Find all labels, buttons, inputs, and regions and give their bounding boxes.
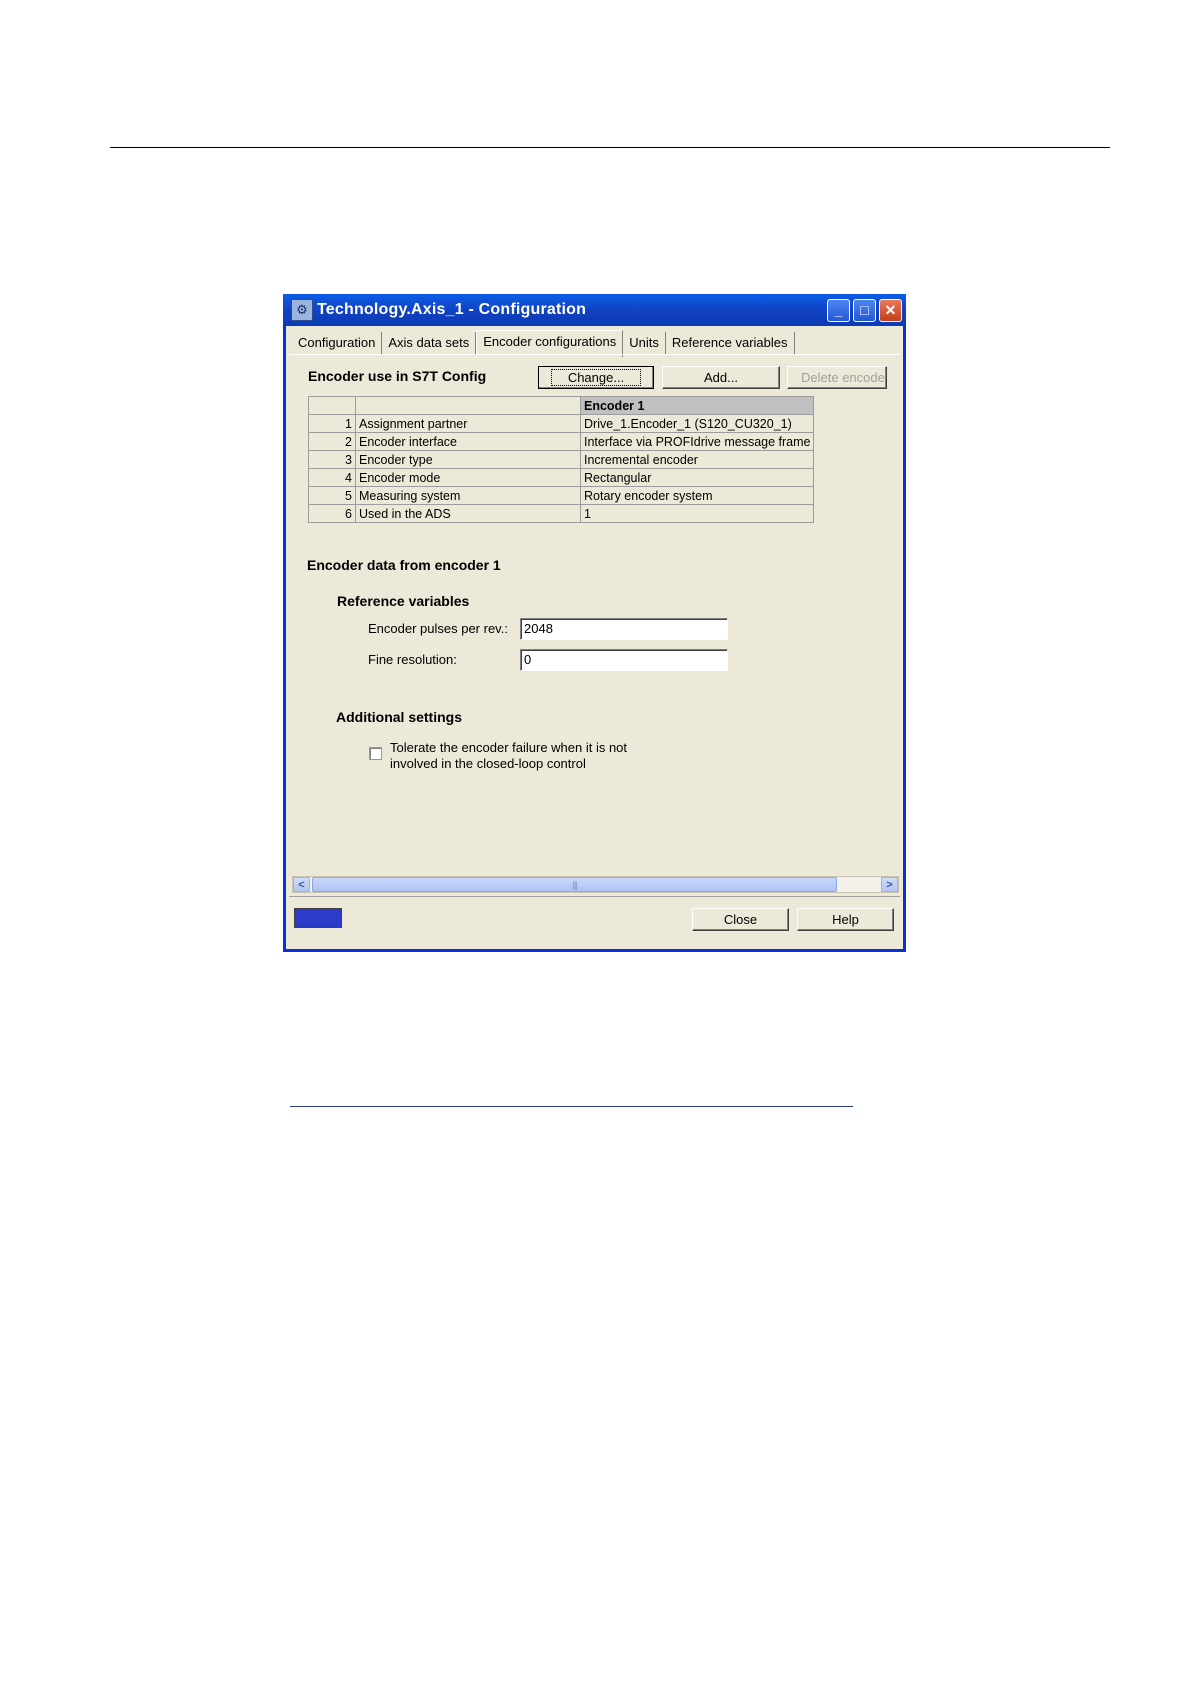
table-row[interactable] bbox=[309, 469, 814, 487]
delete-encoder-button[interactable]: Delete encode bbox=[787, 366, 887, 389]
table-header-row bbox=[309, 397, 814, 415]
additional-settings-title: Additional settings bbox=[336, 709, 462, 725]
encoder-1-column-header[interactable]: Encoder 1 bbox=[581, 397, 814, 415]
tab-axis-data-sets[interactable]: Axis data sets bbox=[382, 332, 476, 354]
maximize-button[interactable]: □ bbox=[853, 299, 876, 322]
table-row[interactable] bbox=[309, 451, 814, 469]
header-cell-num bbox=[309, 397, 356, 415]
footer-divider bbox=[289, 896, 900, 897]
table-row[interactable] bbox=[309, 415, 814, 433]
fine-resolution-label: Fine resolution: bbox=[368, 652, 457, 667]
row-value[interactable]: Incremental encoder bbox=[581, 451, 814, 469]
encoder-pulses-label: Encoder pulses per rev.: bbox=[368, 621, 508, 636]
tab-content bbox=[289, 354, 900, 875]
app-icon: ⚙ bbox=[291, 299, 313, 321]
close-button[interactable]: Close bbox=[692, 908, 789, 931]
scroll-thumb[interactable]: ||| bbox=[312, 877, 837, 892]
table-row[interactable] bbox=[309, 487, 814, 505]
row-number: 4 bbox=[309, 469, 356, 487]
row-number: 5 bbox=[309, 487, 356, 505]
table-row[interactable] bbox=[309, 505, 814, 523]
horizontal-scrollbar[interactable] bbox=[292, 876, 899, 893]
help-button[interactable]: Help bbox=[797, 908, 894, 931]
tab-units[interactable]: Units bbox=[623, 332, 666, 354]
encoder-pulses-input[interactable]: 2048 bbox=[520, 618, 728, 640]
page-header-rule bbox=[110, 147, 1110, 148]
encoder-table bbox=[308, 396, 814, 523]
tab-configuration[interactable]: Configuration bbox=[292, 332, 382, 354]
row-label: Used in the ADS bbox=[356, 505, 581, 523]
row-label: Encoder mode bbox=[356, 469, 581, 487]
encoder-data-title: Encoder data from encoder 1 bbox=[307, 557, 501, 573]
table-row[interactable] bbox=[309, 433, 814, 451]
row-number: 1 bbox=[309, 415, 356, 433]
row-number: 6 bbox=[309, 505, 356, 523]
add-button[interactable]: Add... bbox=[662, 366, 780, 389]
encoder-use-title: Encoder use in S7T Config bbox=[308, 368, 487, 384]
close-window-button[interactable]: ✕ bbox=[879, 299, 902, 322]
row-value[interactable]: Interface via PROFIdrive message frame bbox=[581, 433, 814, 451]
scroll-left-icon[interactable]: < bbox=[293, 877, 310, 892]
row-label: Encoder interface bbox=[356, 433, 581, 451]
row-label: Measuring system bbox=[356, 487, 581, 505]
row-label: Encoder type bbox=[356, 451, 581, 469]
configuration-window bbox=[283, 294, 906, 952]
minimize-button[interactable]: _ bbox=[827, 299, 850, 322]
row-number: 2 bbox=[309, 433, 356, 451]
title-bar[interactable] bbox=[283, 294, 906, 326]
status-indicator bbox=[294, 908, 342, 928]
tolerate-encoder-failure-label: Tolerate the encoder failure when it is not involved in the closed-loop control bbox=[390, 740, 628, 771]
row-value[interactable]: Rectangular bbox=[581, 469, 814, 487]
row-value[interactable]: Drive_1.Encoder_1 (S120_CU320_1) bbox=[581, 415, 814, 433]
row-number: 3 bbox=[309, 451, 356, 469]
reference-variables-title: Reference variables bbox=[337, 593, 470, 609]
scroll-right-icon[interactable]: > bbox=[881, 877, 898, 892]
tab-bar bbox=[292, 332, 795, 354]
change-button-label: Change... bbox=[551, 369, 641, 386]
window-title: Technology.Axis_1 - Configuration bbox=[317, 301, 587, 318]
fine-resolution-input[interactable]: 0 bbox=[520, 649, 728, 671]
tab-reference-variables[interactable]: Reference variables bbox=[666, 332, 795, 354]
tolerate-encoder-failure-checkbox[interactable] bbox=[369, 747, 382, 760]
row-value[interactable]: Rotary encoder system bbox=[581, 487, 814, 505]
header-cell-label bbox=[356, 397, 581, 415]
row-label: Assignment partner bbox=[356, 415, 581, 433]
tab-encoder-configurations[interactable]: Encoder configurations bbox=[476, 330, 623, 357]
page-footer-rule bbox=[290, 1106, 853, 1107]
change-button[interactable] bbox=[538, 366, 654, 389]
row-value[interactable]: 1 bbox=[581, 505, 814, 523]
